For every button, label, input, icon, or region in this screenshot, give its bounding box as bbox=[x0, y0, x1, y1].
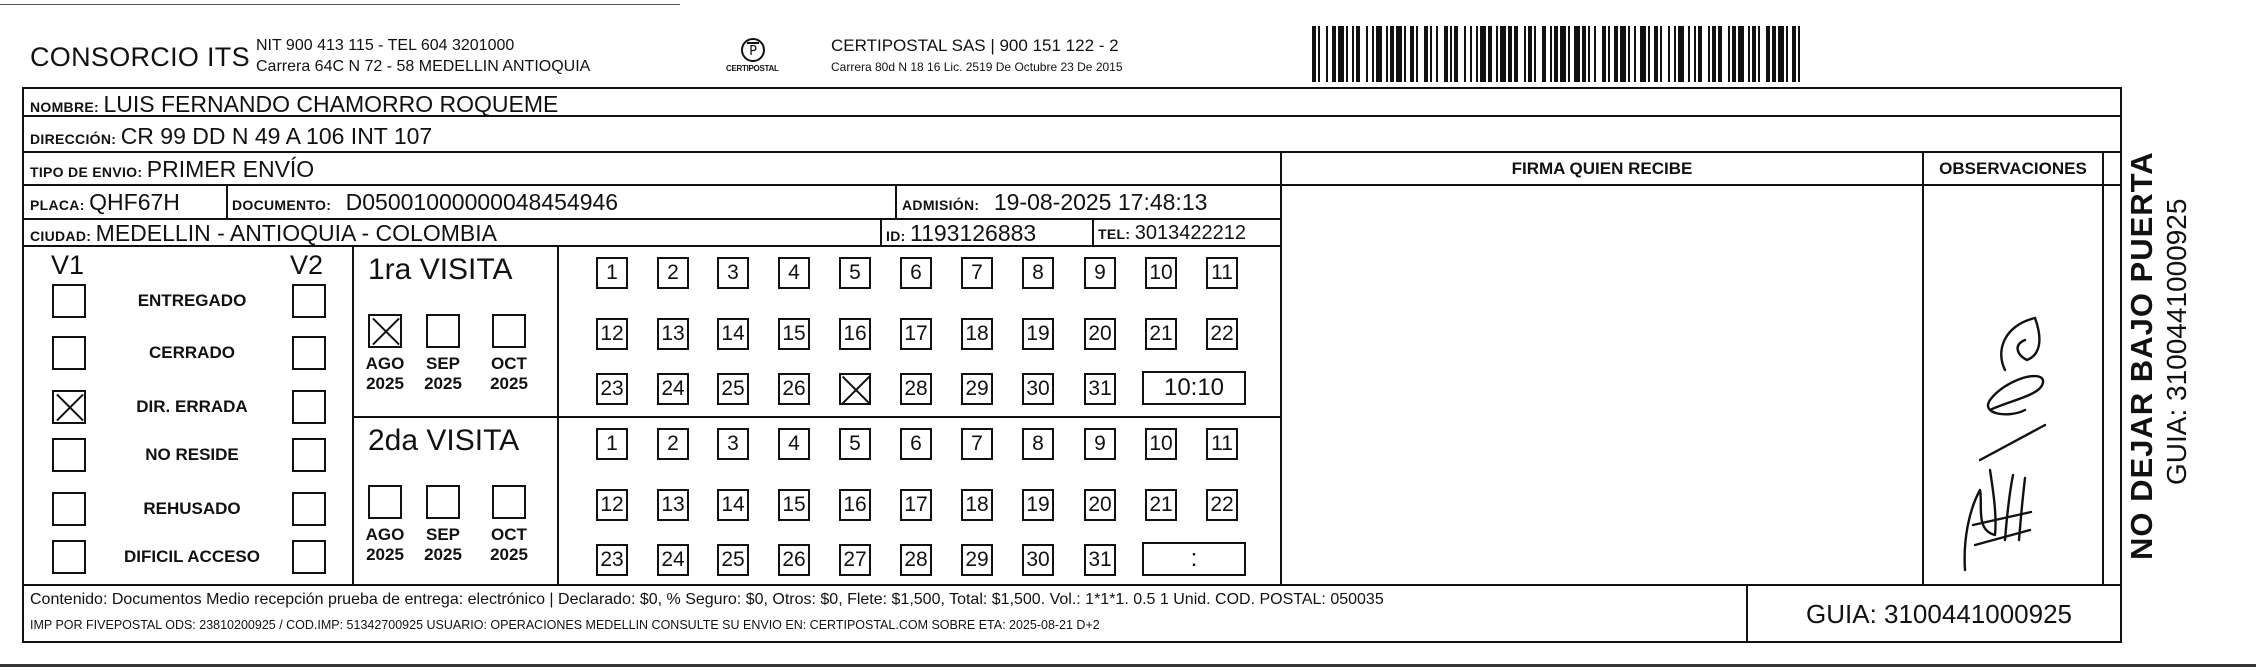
status-label-5: REHUSADO bbox=[143, 499, 241, 518]
visit-2-day-23[interactable]: 23 bbox=[596, 544, 628, 576]
v1-checkbox-3[interactable] bbox=[52, 390, 86, 424]
barcode-bar bbox=[1640, 26, 1646, 82]
barcode-bar bbox=[1748, 26, 1750, 82]
visit-2-day-17[interactable]: 17 bbox=[900, 489, 932, 521]
visit-2-day-9[interactable]: 9 bbox=[1084, 428, 1116, 460]
tel-label: TEL: bbox=[1098, 226, 1131, 242]
visit-2-day-24[interactable]: 24 bbox=[657, 544, 689, 576]
visit-1-month-label-2 bbox=[418, 354, 468, 394]
barcode-bar bbox=[1608, 26, 1610, 82]
month-year: 2025 bbox=[424, 374, 462, 393]
barcode-bar bbox=[1550, 26, 1552, 82]
barcode-bar bbox=[1698, 26, 1702, 82]
admision-field bbox=[902, 189, 1207, 216]
barcode-bar bbox=[1542, 26, 1546, 82]
barcode-bar bbox=[1326, 26, 1328, 82]
month-name: AGO bbox=[365, 354, 405, 373]
visit-1-day-7[interactable]: 7 bbox=[961, 257, 993, 289]
placa-field bbox=[30, 189, 180, 216]
visit-2-day-20[interactable]: 20 bbox=[1084, 489, 1116, 521]
barcode-bar bbox=[1476, 26, 1478, 82]
certipostal-address: Carrera 80d N 18 16 Lic. 2519 De Octubre 23 De 2015 bbox=[831, 60, 1123, 74]
visit-1-day-2[interactable]: 2 bbox=[657, 257, 689, 289]
visit-2-month-checkbox-1[interactable] bbox=[368, 485, 402, 519]
barcode-bar bbox=[1628, 26, 1630, 82]
visit-2-day-14[interactable]: 14 bbox=[717, 489, 749, 521]
visit-1-day-23[interactable]: 23 bbox=[596, 373, 628, 405]
visit-2-day-11[interactable]: 11 bbox=[1206, 428, 1238, 460]
barcode-bar bbox=[1660, 26, 1662, 82]
v1-checkbox-2[interactable] bbox=[52, 336, 86, 370]
visit-2-day-31[interactable]: 31 bbox=[1084, 544, 1116, 576]
barcode-bar bbox=[1346, 26, 1348, 82]
visit-1-month-label-3 bbox=[484, 354, 534, 394]
v2-checkbox-3[interactable] bbox=[292, 390, 326, 424]
direccion-row bbox=[30, 123, 432, 150]
visit-1-month-checkbox-3[interactable] bbox=[492, 314, 526, 348]
barcode-bar bbox=[1500, 26, 1506, 82]
barcode-bar bbox=[1798, 26, 1800, 82]
id-value: 1193126883 bbox=[910, 220, 1037, 246]
v2-checkbox-1[interactable] bbox=[292, 284, 326, 318]
visit-1-day-22[interactable]: 22 bbox=[1206, 318, 1238, 350]
v2-checkbox-2[interactable] bbox=[292, 336, 326, 370]
barcode-bar bbox=[1648, 26, 1650, 82]
month-name: SEP bbox=[425, 525, 461, 544]
visit-2-day-19[interactable]: 19 bbox=[1022, 489, 1054, 521]
svg-text:P: P bbox=[749, 44, 757, 59]
visit-1-day-6[interactable]: 6 bbox=[900, 257, 932, 289]
direccion-value: CR 99 DD N 49 A 106 INT 107 bbox=[120, 123, 433, 149]
visit-1-day-9[interactable]: 9 bbox=[1084, 257, 1116, 289]
visit-1-title: 1ra VISITA bbox=[368, 253, 513, 286]
barcode-bar bbox=[1668, 26, 1670, 82]
visit-2-day-21[interactable]: 21 bbox=[1145, 489, 1177, 521]
ciudad-label: CIUDAD: bbox=[30, 228, 92, 244]
visit-2-month-checkbox-2[interactable] bbox=[426, 485, 460, 519]
admision-label: ADMISIÓN: bbox=[902, 197, 980, 213]
month-name: AGO bbox=[365, 525, 405, 544]
visit-2-day-16[interactable]: 16 bbox=[839, 489, 871, 521]
visit-2-month-label-3 bbox=[484, 525, 534, 565]
visit-1-day-19[interactable]: 19 bbox=[1022, 318, 1054, 350]
visit-1-month-checkbox-1[interactable] bbox=[368, 314, 402, 348]
nombre-row bbox=[30, 91, 558, 118]
visit-1-month-label-1 bbox=[360, 354, 410, 394]
visit-1-day-29[interactable]: 29 bbox=[961, 373, 993, 405]
barcode-bar bbox=[1752, 26, 1756, 82]
status-label-4: NO RESIDE bbox=[145, 445, 239, 464]
month-year: 2025 bbox=[366, 374, 404, 393]
barcode-bar bbox=[1332, 26, 1336, 82]
visit-1-day-26[interactable]: 26 bbox=[778, 373, 810, 405]
barcode-bar bbox=[1524, 26, 1526, 82]
barcode-bar bbox=[1404, 26, 1406, 82]
visit-1-day-4[interactable]: 4 bbox=[778, 257, 810, 289]
barcode-bar bbox=[1356, 26, 1360, 82]
barcode-bar bbox=[1772, 26, 1776, 82]
barcode-bar bbox=[1470, 26, 1472, 82]
barcode-bar bbox=[1712, 26, 1716, 82]
visit-2-title: 2da VISITA bbox=[368, 424, 520, 457]
company-address: Carrera 64C N 72 - 58 MEDELLIN ANTIOQUIA bbox=[256, 58, 591, 75]
admision-value: 19-08-2025 17:48:13 bbox=[993, 189, 1208, 215]
side-warning: NO DEJAR BAJO PUERTA bbox=[2124, 151, 2159, 560]
documento-value: D05001000000048454946 bbox=[345, 189, 619, 215]
barcode-bar bbox=[1416, 26, 1418, 82]
visit-1-day-20[interactable]: 20 bbox=[1084, 318, 1116, 350]
visit-1-day-8[interactable]: 8 bbox=[1022, 257, 1054, 289]
barcode-bar bbox=[1708, 26, 1710, 82]
footer-guia: GUIA: 3100441000925 bbox=[1806, 599, 2072, 629]
month-name: SEP bbox=[425, 354, 461, 373]
v2-checkbox-6[interactable] bbox=[292, 540, 326, 574]
company-nit-tel: NIT 900 413 115 - TEL 604 3201000 bbox=[256, 37, 515, 54]
month-year: 2025 bbox=[490, 374, 528, 393]
barcode-bar bbox=[1738, 26, 1744, 82]
visit-2-month-checkbox-3[interactable] bbox=[492, 485, 526, 519]
barcode-bar bbox=[1366, 26, 1368, 82]
tel-value: 3013422212 bbox=[1134, 222, 1246, 244]
barcode-bar bbox=[1508, 26, 1512, 82]
barcode-bar bbox=[1614, 26, 1618, 82]
visit-1-day-11[interactable]: 11 bbox=[1206, 257, 1238, 289]
visit-2-month-label-2 bbox=[418, 525, 468, 565]
barcode-bar bbox=[1674, 26, 1676, 82]
visit-1-day-17[interactable]: 17 bbox=[900, 318, 932, 350]
visit-2-day-26[interactable]: 26 bbox=[778, 544, 810, 576]
visit-1-day-18[interactable]: 18 bbox=[961, 318, 993, 350]
barcode-bar bbox=[1312, 26, 1316, 82]
barcode-bar bbox=[1654, 26, 1658, 82]
barcode-bar bbox=[1496, 26, 1498, 82]
visit-2-day-29[interactable]: 29 bbox=[961, 544, 993, 576]
v2-heading: V2 bbox=[290, 250, 324, 280]
barcode-bar bbox=[1514, 26, 1518, 82]
certipostal-logo-text: CERTIPOSTAL bbox=[726, 64, 779, 73]
status-label-3: DIR. ERRADA bbox=[136, 397, 248, 416]
month-year: 2025 bbox=[490, 545, 528, 564]
visit-2-month-label-1 bbox=[360, 525, 410, 565]
barcode-bar bbox=[1758, 26, 1760, 82]
visit-1-day-13[interactable]: 13 bbox=[657, 318, 689, 350]
bottom-rule bbox=[0, 664, 2256, 667]
barcode-bar bbox=[1386, 26, 1388, 82]
barcode-bar bbox=[1620, 26, 1626, 82]
visit-2-day-30[interactable]: 30 bbox=[1022, 544, 1054, 576]
visit-1-day-28[interactable]: 28 bbox=[900, 373, 932, 405]
barcode-bar bbox=[1376, 26, 1382, 82]
barcode-bar bbox=[1634, 26, 1636, 82]
visit-2-day-28[interactable]: 28 bbox=[900, 544, 932, 576]
v1-checkbox-5[interactable] bbox=[52, 492, 86, 526]
visit-2-day-27[interactable]: 27 bbox=[839, 544, 871, 576]
status-label-1: ENTREGADO bbox=[137, 291, 247, 310]
visit-1-day-21[interactable]: 21 bbox=[1145, 318, 1177, 350]
barcode-bar bbox=[1786, 26, 1788, 82]
tipo-label: TIPO DE ENVIO: bbox=[30, 164, 143, 180]
visit-1-day-5[interactable]: 5 bbox=[839, 257, 871, 289]
barcode-bar bbox=[1480, 26, 1486, 82]
footer-imp-info: IMP POR FIVEPOSTAL ODS: 23810200925 / COD.IMP: 51342700925 USUARIO: OPERACIONES MEDELLIN CONSULTE SU ENVIO EN: CERTIPOSTAL.COM SOBRE ETA: 2025-08-21 D+2 bbox=[30, 618, 1100, 632]
visit-1-time[interactable]: 10:10 bbox=[1142, 371, 1246, 405]
visit-2-time[interactable]: : bbox=[1142, 542, 1246, 576]
documento-label: DOCUMENTO: bbox=[232, 197, 332, 213]
visit-1-month-checkbox-2[interactable] bbox=[426, 314, 460, 348]
barcode-bar bbox=[1554, 26, 1558, 82]
barcode-bar bbox=[1718, 26, 1722, 82]
visit-2-day-22[interactable]: 22 bbox=[1206, 489, 1238, 521]
barcode-bar bbox=[1450, 26, 1452, 82]
v1-checkbox-1[interactable] bbox=[52, 284, 86, 318]
ciudad-value: MEDELLIN - ANTIOQUIA - COLOMBIA bbox=[95, 220, 497, 246]
month-year: 2025 bbox=[366, 545, 404, 564]
barcode-bar bbox=[1488, 26, 1492, 82]
visit-1-day-3[interactable]: 3 bbox=[717, 257, 749, 289]
visit-2-day-18[interactable]: 18 bbox=[961, 489, 993, 521]
visit-1-day-14[interactable]: 14 bbox=[717, 318, 749, 350]
barcode-bar bbox=[1588, 26, 1590, 82]
status-label-6: DIFICIL ACCESO bbox=[123, 547, 260, 566]
visit-2-day-5[interactable]: 5 bbox=[839, 428, 871, 460]
direccion-label: DIRECCIÓN: bbox=[30, 131, 117, 147]
certipostal-logo bbox=[728, 34, 778, 84]
visit-2-day-4[interactable]: 4 bbox=[778, 428, 810, 460]
visit-2-day-13[interactable]: 13 bbox=[657, 489, 689, 521]
barcode-bar bbox=[1396, 26, 1402, 82]
documento-field bbox=[232, 189, 618, 216]
id-field bbox=[886, 220, 1036, 247]
top-rule bbox=[0, 4, 680, 5]
barcode-bar bbox=[1430, 26, 1432, 82]
nombre-label: NOMBRE: bbox=[30, 99, 99, 115]
firma-heading: FIRMA QUIEN RECIBE bbox=[1511, 159, 1693, 178]
month-name: OCT bbox=[491, 354, 527, 373]
barcode-bar bbox=[1372, 26, 1374, 82]
barcode-bar bbox=[1464, 26, 1466, 82]
month-year: 2025 bbox=[424, 545, 462, 564]
barcode-bar bbox=[1318, 26, 1320, 82]
placa-label: PLACA: bbox=[30, 197, 85, 213]
barcode-bar bbox=[1602, 26, 1606, 82]
barcode-bar bbox=[1534, 26, 1536, 82]
v1-heading: V1 bbox=[51, 250, 85, 280]
barcode-bar bbox=[1574, 26, 1580, 82]
placa-value: QHF67H bbox=[89, 189, 180, 215]
barcode-bar bbox=[1436, 26, 1438, 82]
visit-2-day-2[interactable]: 2 bbox=[657, 428, 689, 460]
ciudad-field bbox=[30, 220, 497, 247]
visit-2-day-25[interactable]: 25 bbox=[717, 544, 749, 576]
v1-checkbox-4[interactable] bbox=[52, 438, 86, 472]
visit-1-day-16[interactable]: 16 bbox=[839, 318, 871, 350]
barcode-bar bbox=[1732, 26, 1736, 82]
side-guia: GUIA: 3100441000925 bbox=[2161, 198, 2192, 485]
barcode-bar bbox=[1424, 26, 1428, 82]
visit-2-day-6[interactable]: 6 bbox=[900, 428, 932, 460]
tipo-row bbox=[30, 156, 314, 183]
barcode-bar bbox=[1728, 26, 1730, 82]
visit-2-day-1[interactable]: 1 bbox=[596, 428, 628, 460]
barcode bbox=[1312, 26, 1904, 82]
barcode-bar bbox=[1778, 26, 1784, 82]
barcode-bar bbox=[1560, 26, 1566, 82]
barcode-bar bbox=[1594, 26, 1596, 82]
barcode-bar bbox=[1582, 26, 1586, 82]
visit-2-day-15[interactable]: 15 bbox=[778, 489, 810, 521]
tipo-value: PRIMER ENVÍO bbox=[146, 156, 315, 182]
barcode-bar bbox=[1338, 26, 1344, 82]
visit-1-day-25[interactable]: 25 bbox=[717, 373, 749, 405]
visit-2-day-10[interactable]: 10 bbox=[1145, 428, 1177, 460]
month-name: OCT bbox=[491, 525, 527, 544]
footer-contenido: Contenido: Documentos Medio recepción prueba de entrega: electrónico | Declarado: $0, % Seguro: $0, Otros: $0, Flete: $1,500, Total: $1,500. Vol.: 1*1*1. 0.5 1 Unid. COD. POSTAL: 050035 bbox=[30, 591, 1384, 608]
barcode-bar bbox=[1352, 26, 1354, 82]
barcode-bar bbox=[1454, 26, 1458, 82]
barcode-bar bbox=[1688, 26, 1690, 82]
status-label-2: CERRADO bbox=[149, 343, 235, 362]
barcode-bar bbox=[1390, 26, 1394, 82]
visit-1-day-24[interactable]: 24 bbox=[657, 373, 689, 405]
nombre-value: LUIS FERNANDO CHAMORRO ROQUEME bbox=[103, 91, 559, 117]
visit-1-day-12[interactable]: 12 bbox=[596, 318, 628, 350]
visit-1-day-27[interactable] bbox=[839, 373, 871, 405]
tel-field bbox=[1098, 222, 1246, 245]
company-name: CONSORCIO ITS bbox=[30, 42, 250, 72]
observaciones-heading: OBSERVACIONES bbox=[1939, 159, 2087, 178]
barcode-bar bbox=[1766, 26, 1770, 82]
barcode-bar bbox=[1678, 26, 1684, 82]
visit-1-day-10[interactable]: 10 bbox=[1145, 257, 1177, 289]
visit-2-day-3[interactable]: 3 bbox=[717, 428, 749, 460]
v1-checkbox-6[interactable] bbox=[52, 540, 86, 574]
barcode-bar bbox=[1568, 26, 1570, 82]
visit-1-day-15[interactable]: 15 bbox=[778, 318, 810, 350]
barcode-bar bbox=[1694, 26, 1696, 82]
id-label: ID: bbox=[886, 228, 906, 244]
visit-2-day-7[interactable]: 7 bbox=[961, 428, 993, 460]
visit-1-day-30[interactable]: 30 bbox=[1022, 373, 1054, 405]
certipostal-line: CERTIPOSTAL SAS | 900 151 122 - 2 bbox=[831, 36, 1119, 55]
barcode-bar bbox=[1792, 26, 1796, 82]
visit-2-day-8[interactable]: 8 bbox=[1022, 428, 1054, 460]
barcode-bar bbox=[1410, 26, 1414, 82]
observaciones-handwriting bbox=[1935, 300, 2085, 580]
barcode-bar bbox=[1444, 26, 1448, 82]
visit-2-day-12[interactable]: 12 bbox=[596, 489, 628, 521]
v2-checkbox-4[interactable] bbox=[292, 438, 326, 472]
barcode-bar bbox=[1528, 26, 1532, 82]
v2-checkbox-5[interactable] bbox=[292, 492, 326, 526]
visit-1-day-31[interactable]: 31 bbox=[1084, 373, 1116, 405]
visit-1-day-1[interactable]: 1 bbox=[596, 257, 628, 289]
